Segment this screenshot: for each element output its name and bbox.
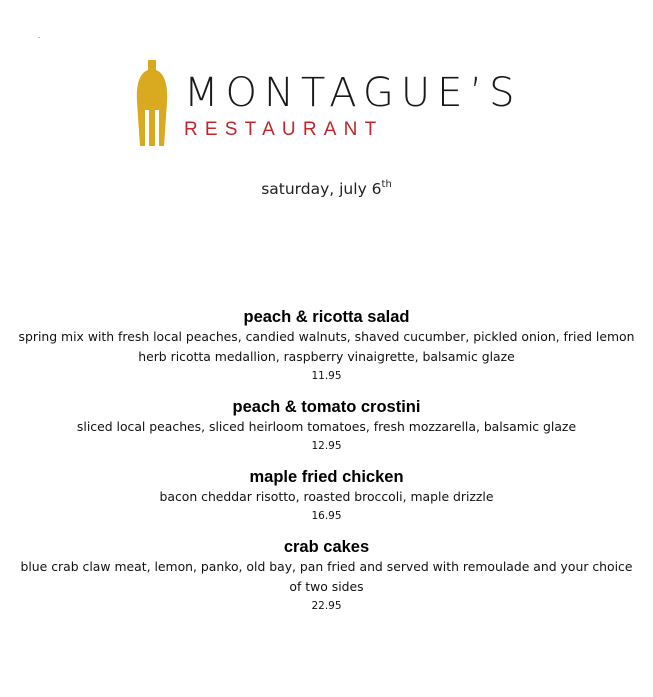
date-suffix: th (381, 179, 392, 190)
menu-item (0, 307, 653, 384)
brand-name: MONTAGUE’S (184, 70, 522, 116)
description-line: bacon cheddar risotto, roasted broccoli, maple drizzle (159, 489, 494, 504)
menu-item (0, 537, 653, 614)
fork-icon (131, 58, 173, 150)
restaurant-logo (131, 58, 531, 150)
menu-item-name: peach & ricotta salad (243, 308, 410, 326)
menu-date (0, 180, 653, 198)
menu-item-price: 16.95 (311, 510, 342, 522)
menu-list (0, 307, 653, 614)
description-line: of two sides (289, 579, 364, 594)
description-line: herb ricotta medallion, raspberry vinaigrette, balsamic glaze (138, 349, 515, 364)
description-line: sliced local peaches, sliced heirloom tomatoes, fresh mozzarella, balsamic glaze (76, 419, 577, 434)
menu-item-name: crab cakes (283, 538, 370, 556)
menu-item-name: maple fried chicken (249, 468, 404, 486)
fork-shape (137, 60, 167, 146)
menu-item-price: 11.95 (311, 370, 342, 382)
menu-item-description (17, 417, 637, 437)
menu-item-description (17, 557, 637, 597)
description-line: spring mix with fresh local peaches, candied walnuts, shaved cucumber, pickled onion, fried lemon (18, 329, 635, 344)
menu-item-name: peach & tomato crostini (232, 398, 421, 416)
menu-item-description (17, 327, 637, 367)
stray-mark: . (38, 31, 41, 40)
brand-subtitle: RESTAURANT (184, 119, 384, 140)
menu-item (0, 467, 653, 524)
description-line: blue crab claw meat, lemon, panko, old bay, pan fried and served with remoulade and your choice (20, 559, 633, 574)
date-text: saturday, july 6 (261, 180, 382, 198)
menu-item (0, 397, 653, 454)
menu-item-price: 12.95 (311, 440, 342, 452)
menu-item-price: 22.95 (311, 600, 342, 612)
menu-item-description (17, 487, 637, 507)
